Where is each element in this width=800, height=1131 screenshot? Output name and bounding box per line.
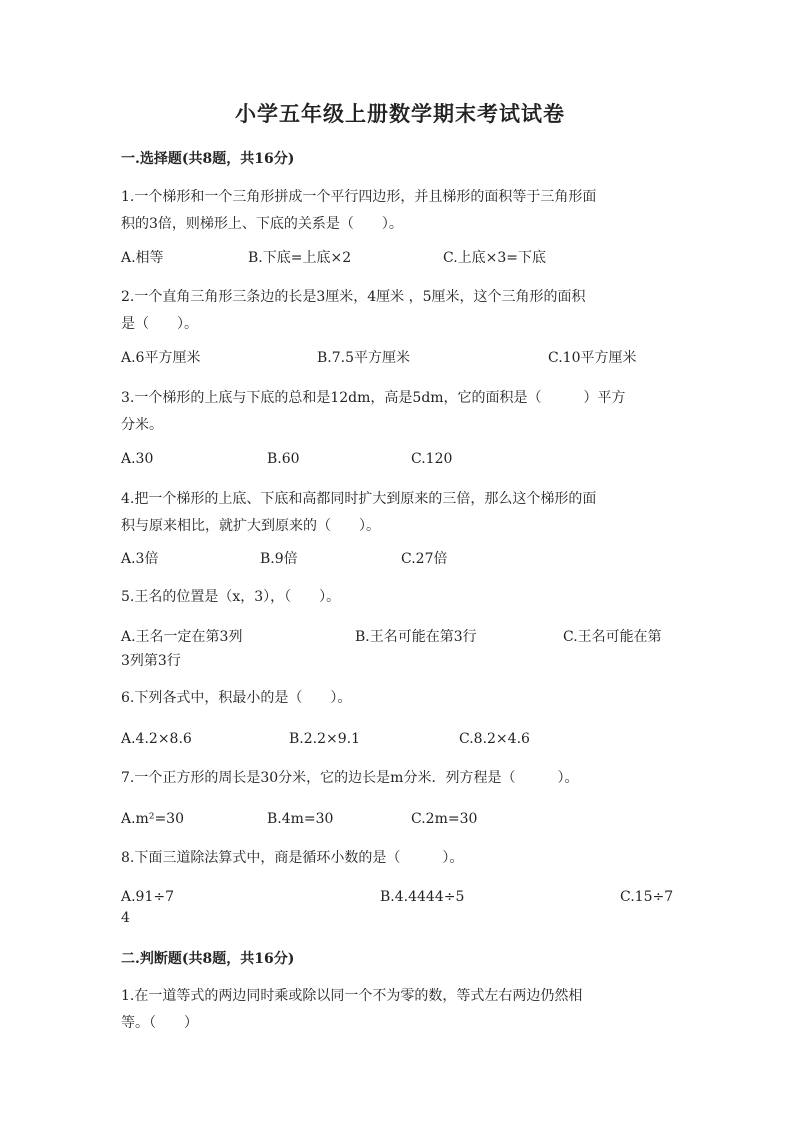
question-text-line: 积与原来相比，就扩大到原来的（ ）。 bbox=[121, 518, 380, 534]
option-a: A.30 bbox=[121, 451, 154, 467]
option-b: B.2.2×9.1 bbox=[289, 731, 360, 747]
judge-question-1 bbox=[121, 983, 681, 1037]
option-b: B.60 bbox=[267, 451, 300, 467]
option-c: C.8.2×4.6 bbox=[459, 731, 530, 747]
option-a: A.3倍 bbox=[121, 551, 159, 567]
option-a: A.m²=30 bbox=[121, 811, 184, 827]
option-a-continued: 4 bbox=[121, 910, 130, 926]
option-b: B.下底=上底×2 bbox=[248, 250, 352, 266]
option-c: C.10平方厘米 bbox=[548, 350, 637, 366]
option-c: C.2m=30 bbox=[411, 811, 478, 827]
option-a: A.4.2×8.6 bbox=[121, 731, 192, 747]
option-c-continued: 3列第3行 bbox=[121, 653, 181, 669]
question-text-line: 4.把一个梯形的上底、下底和高都同时扩大到原来的三倍，那么这个梯形的面 bbox=[121, 491, 597, 507]
option-c: C.王名可能在第 bbox=[563, 629, 662, 645]
section-heading-choice: 一.选择题(共8题，共16分) bbox=[121, 151, 295, 167]
question-2 bbox=[121, 284, 681, 338]
option-c: C.27倍 bbox=[401, 551, 448, 567]
question-text-line: 6.下列各式中，积最小的是（ ）。 bbox=[121, 690, 352, 706]
question-4 bbox=[121, 486, 681, 540]
option-a: A.王名一定在第3列 bbox=[121, 629, 243, 645]
question-text-line: 1.在一道等式的两边同时乘或除以同一个不为零的数，等式左右两边仍然相 bbox=[121, 988, 583, 1004]
question-text-line: 是（ ）。 bbox=[121, 316, 198, 332]
option-a: A.91÷7 bbox=[121, 889, 175, 905]
option-b: B.4m=30 bbox=[267, 811, 334, 827]
option-a: A.相等 bbox=[121, 250, 164, 266]
option-c: C.120 bbox=[411, 451, 453, 467]
page-title: 小学五年级上册数学期末考试试卷 bbox=[235, 101, 565, 126]
question-8 bbox=[121, 845, 681, 872]
question-text-line: 1.一个梯形和一个三角形拼成一个平行四边形，并且梯形的面积等于三角形面 bbox=[121, 189, 597, 205]
question-text-line: 8.下面三道除法算式中，商是循环小数的是（ ）。 bbox=[121, 850, 464, 866]
question-7 bbox=[121, 765, 681, 792]
question-3 bbox=[121, 385, 681, 439]
option-c: C.15÷7 bbox=[620, 889, 674, 905]
question-6 bbox=[121, 685, 681, 712]
question-text-line: 积的3倍，则梯形上、下底的关系是（ ）。 bbox=[121, 216, 403, 232]
option-b: B.9倍 bbox=[260, 551, 298, 567]
section-heading-judge: 二.判断题(共8题，共16分) bbox=[121, 951, 295, 967]
option-b: B.7.5平方厘米 bbox=[317, 350, 411, 366]
option-a: A.6平方厘米 bbox=[121, 350, 201, 366]
question-text-line: 分米。 bbox=[121, 417, 163, 433]
question-text-line: 3.一个梯形的上底与下底的总和是12dm，高是5dm，它的面积是（ ）平方 bbox=[121, 390, 626, 406]
question-text-line: 2.一个直角三角形三条边的长是3厘米，4厘米 ，5厘米，这个三角形的面积 bbox=[121, 289, 586, 305]
question-text-line: 5.王名的位置是（x，3），（ ）。 bbox=[121, 589, 341, 605]
option-b: B.王名可能在第3行 bbox=[355, 629, 477, 645]
option-c: C.上底×3=下底 bbox=[443, 250, 547, 266]
option-b: B.4.4444÷5 bbox=[380, 889, 465, 905]
question-text-line: 7.一个正方形的周长是30分米，它的边长是m分米．列方程是（ ）。 bbox=[121, 770, 579, 786]
question-text-line: 等。（ ） bbox=[121, 1015, 198, 1031]
question-1 bbox=[121, 184, 681, 238]
question-5 bbox=[121, 584, 681, 611]
